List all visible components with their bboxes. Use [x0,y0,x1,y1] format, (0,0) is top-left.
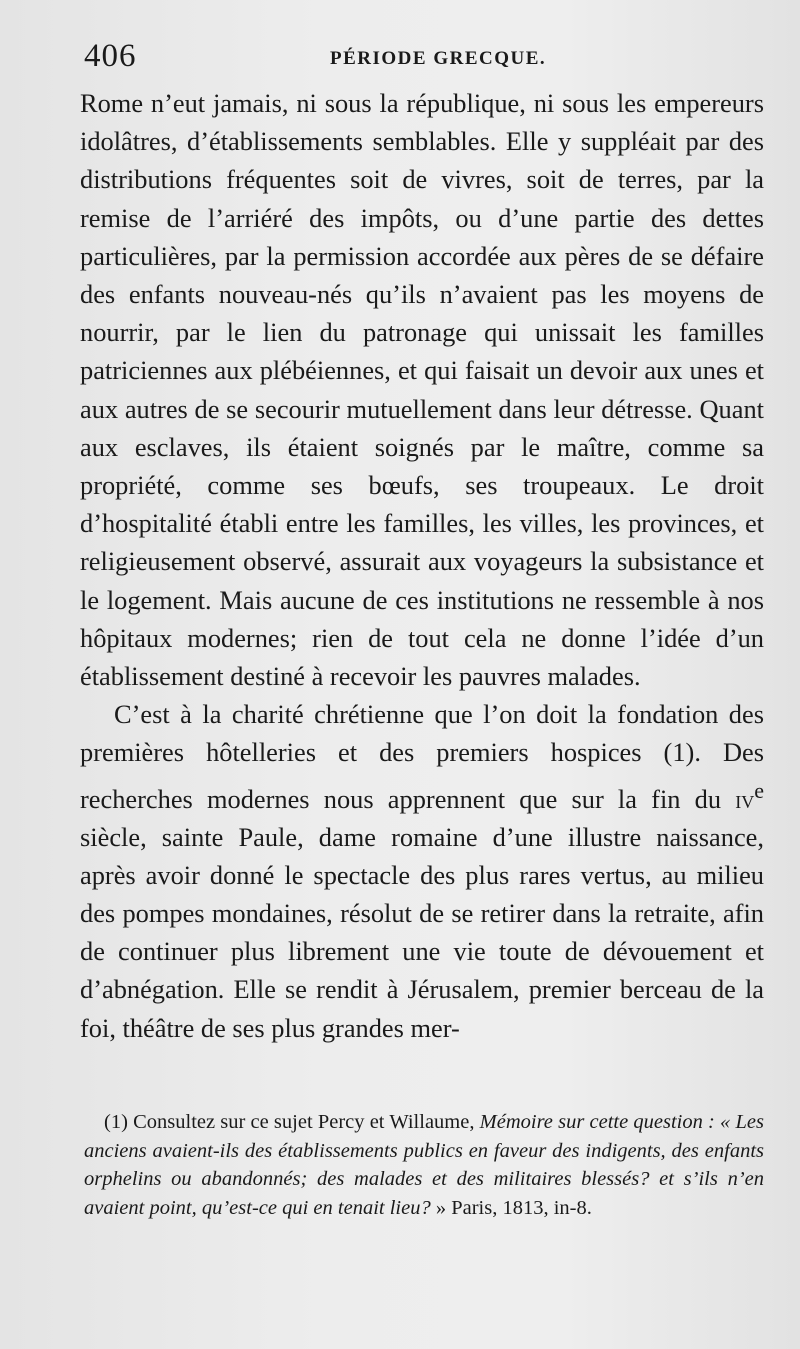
century-superscript: e [754,777,764,803]
page-header [84,38,764,82]
main-text [80,84,764,1047]
footnote-citation: » Paris, 1813, in-8. [430,1196,592,1219]
footnote-text: Consultez sur ce sujet Percy et Willaume, [127,1111,480,1133]
footnote-1 [84,1108,764,1222]
footnote-title: Mémoire sur cette question : « Les anciens avaient-ils des établissements publics en faveur des indigents, des enfants orphelins ou abandonnés; des malades et des militaires blessés? et s’ils n’en avaient point, qu’est-ce qui en tenait lieu? [84,1111,764,1219]
page-number: 406 [84,38,137,74]
paragraph-1: Rome n’eut jamais, ni sous la république, ni sous les empereurs idolâtres, d’établissements semblables. Elle y suppléait par des distributions fréquentes soit de vivres, soit de terres, par la remise de l’arriéré des impôts, ou d’une partie des dettes particulières, par la permission accordée aux pères de se défaire des enfants nouveau-nés qu’ils n’avaient pas les moyens de nourrir, par le lien du patronage qui unissait les familles patriciennes aux plébéiennes, et qui faisait un devoir aux unes et aux autres de se secourir mutuellement dans leur détresse. Quant aux esclaves, ils étaient soignés par le maître, comme sa propriété, comme ses bœufs, ses troupeaux. Le droit d’hospitalité établi entre les familles, les villes, les provinces, et religieusement observé, assurait aux voyageurs la subsistance et le logement. Mais aucune de ces institutions ne ressemble à nos hôpitaux modernes; rien de tout cela ne donne l’idée d’un établissement destiné à recevoir les pauvres malades. [80,88,764,692]
running-head: PÉRIODE GRECQUE. [330,48,547,69]
paragraph-2 [80,695,764,1047]
footnote [84,1108,764,1222]
paragraph-2-end: siècle, sainte Paule, dame romaine d’une illustre naissance, après avoir donné le spectacle des plus rares vertus, au milieu des pompes mondaines, résolut de se retirer dans la retraite, afin de continuer plus librement une vie toute de dévouement et d’abnégation. Elle se rendit à Jérusalem, premier berceau de la foi, théâtre de ses plus grandes mer- [80,821,764,1043]
century-numeral: iv [735,783,755,814]
footnote-marker: (1) [104,1111,128,1133]
paragraph-2-start: C’est à la charité chrétienne que l’on doit la fondation des premières hôtelleries et des premiers hospices (1). Des recherches modernes nous apprennent que sur la fin du [80,699,764,814]
